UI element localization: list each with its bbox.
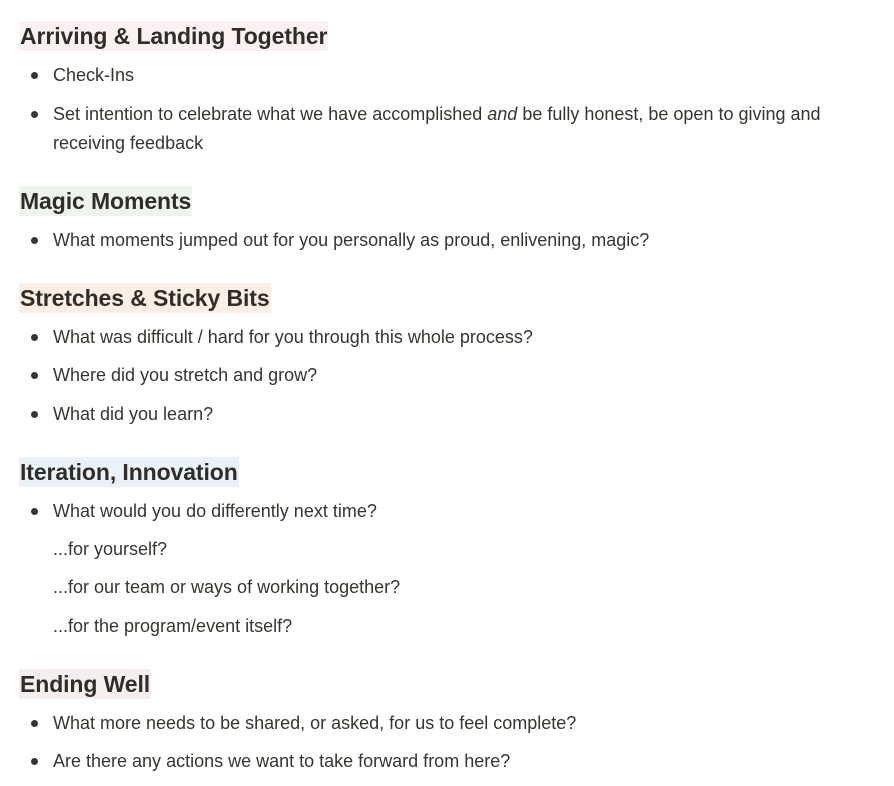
list-item <box>53 100 873 158</box>
emphasized-text: and <box>487 104 518 124</box>
bullet-icon <box>31 72 38 79</box>
bullet-icon <box>31 372 38 379</box>
list-item: What would you do differently next time? <box>53 501 377 521</box>
bullet-icon <box>31 111 38 118</box>
sub-item: ...for our team or ways of working together? <box>53 577 401 597</box>
bullet-icon <box>31 758 38 765</box>
list-item: Are there any actions we want to take forward from here? <box>53 751 511 771</box>
list-item-text: Set intention to celebrate what we have accomplished <box>53 104 488 124</box>
section-heading-ending-well: Ending Well <box>20 671 151 697</box>
list-item: What was difficult / hard for you through this whole process? <box>53 327 533 347</box>
bullet-icon <box>31 237 38 244</box>
list-item: Where did you stretch and grow? <box>53 365 318 385</box>
bullet-icon <box>31 720 38 727</box>
sub-item: ...for the program/event itself? <box>53 616 293 636</box>
section-heading-arriving: Arriving & Landing Together <box>20 23 328 49</box>
list-item: What more needs to be shared, or asked, for us to feel complete? <box>53 713 577 733</box>
section-heading-stretches: Stretches & Sticky Bits <box>20 285 270 311</box>
list-item: Check-Ins <box>53 65 135 85</box>
bullet-icon <box>31 508 38 515</box>
list-item: What moments jumped out for you personally as proud, enlivening, magic? <box>53 230 650 250</box>
sub-item: ...for yourself? <box>53 539 168 559</box>
section-heading-magic-moments: Magic Moments <box>20 188 192 214</box>
list-item: What did you learn? <box>53 404 214 424</box>
bullet-icon <box>31 334 38 341</box>
bullet-icon <box>31 411 38 418</box>
section-heading-iteration: Iteration, Innovation <box>20 459 238 485</box>
list-item-text: be fully honest, be open to giving and receiving feedback <box>53 104 821 153</box>
